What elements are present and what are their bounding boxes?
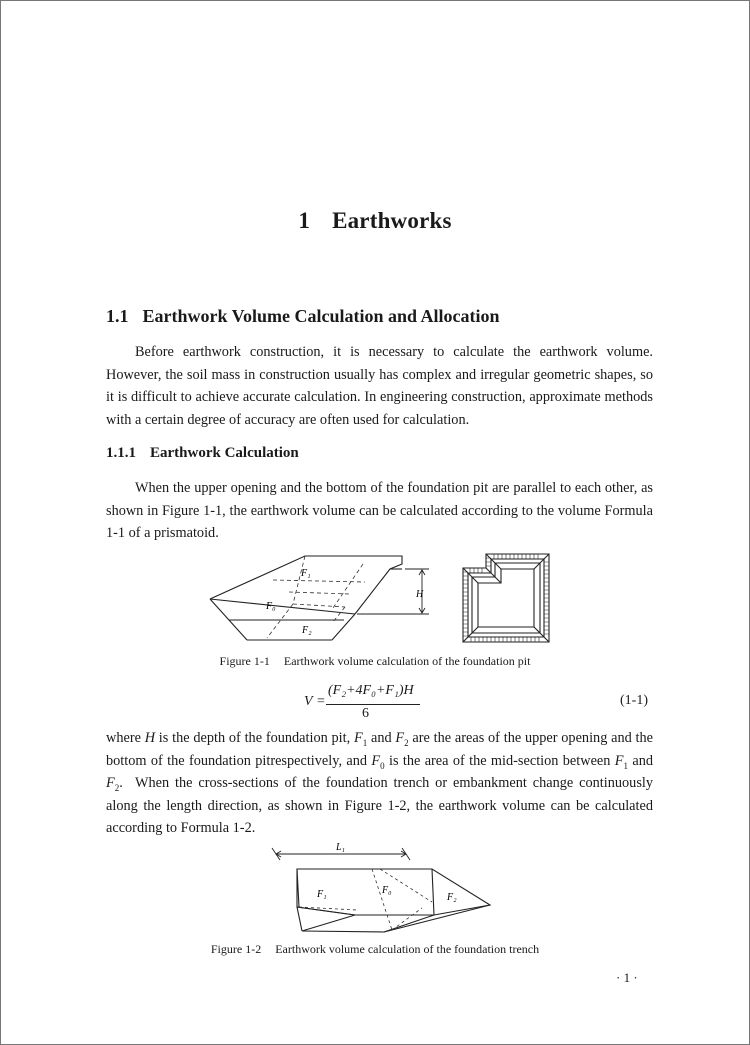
section-number: 1.1 <box>106 306 129 326</box>
figure-1-2-trench <box>262 838 497 934</box>
figure-1-2-label-l1: L₁ <box>336 842 346 853</box>
text-run: . <box>119 775 123 792</box>
formula-1-1 <box>304 683 434 723</box>
chapter-number: 1 <box>298 208 311 233</box>
subsection-title-text: Earthwork Calculation <box>150 445 299 461</box>
var-f1: F <box>614 752 624 769</box>
text-run: is the depth of the foundation pit, <box>155 730 354 746</box>
figure-1-2-caption-number: Figure 1-2 <box>210 942 262 956</box>
paragraph-intro: Before earthwork construction, it is necessary to calculate the earthwork volume. However, the soil mass in construction usually has complex and irregular geometric shapes, so it is difficult to achieve accurate calculation. In engineering construction, approximate methods with a certain degree of accuracy are often used for calculation. <box>106 344 653 428</box>
var-f2: F <box>395 730 405 746</box>
subscript: 0 <box>380 760 385 771</box>
text-run: are the areas of the upper opening and the bottom of the foundation pitrespectively, and <box>106 730 654 769</box>
figure-1-1-caption-number: Figure 1-1 <box>219 654 270 668</box>
formula-equals: = <box>317 694 325 709</box>
text-run: where <box>106 730 145 746</box>
figure-1-1-caption-text: Earthwork volume calculation of the foundation pit <box>283 654 531 668</box>
figure-1-1-label-h: H <box>416 589 424 600</box>
paragraph-trench: When the cross-sections of the foundation trench or embankment change continuously along the length direction, as shown in Figure 1-2, the earthwork volume can be calculated according to Formula 1-2. <box>106 775 653 837</box>
subscript: 1 <box>362 737 368 748</box>
subscript: 2 <box>114 783 120 794</box>
var-f1: F <box>353 730 363 746</box>
text-run: and <box>367 730 396 746</box>
subsection-heading <box>106 445 299 462</box>
text-run: and <box>628 752 653 769</box>
section-title-text: Earthwork Volume Calculation and Allocation <box>142 306 500 326</box>
figure-1-1-label-f0: F₀ <box>266 601 276 612</box>
formula-number: (1-1) <box>620 693 648 708</box>
page-number: · 1 · <box>616 970 638 985</box>
figure-1-1-pit-frustum <box>205 552 435 644</box>
section-heading <box>106 306 500 327</box>
subscript: 1 <box>623 760 628 771</box>
figure-1-2-label-f1: F₁ <box>317 889 327 900</box>
figure-1-1-label-f1: F₁ <box>301 568 311 579</box>
paragraph-prismatoid: When the upper opening and the bottom of the foundation pit are parallel to each other, as shown in Figure 1-1, the earthwork volume can be calculated according to the volume Formula 1-1 of a prismatoid. <box>106 480 653 542</box>
subscript: 2 <box>404 737 409 748</box>
var-h: H <box>144 730 156 746</box>
var-f2: F <box>106 775 115 792</box>
figure-1-2-label-f2: F₂ <box>447 892 457 903</box>
figure-1-2-caption <box>0 942 750 957</box>
figure-1-1-label-f2: F₂ <box>302 625 312 636</box>
chapter-title-text: Earthworks <box>332 208 452 233</box>
formula-lhs: V <box>304 694 313 709</box>
var-f0: F <box>371 752 381 769</box>
subsection-number: 1.1.1 <box>106 445 136 461</box>
formula-denominator: 6 <box>362 706 369 721</box>
figure-1-2-caption-text: Earthwork volume calculation of the foundation trench <box>275 942 540 956</box>
figure-1-1-plan-view <box>458 550 553 645</box>
figure-1-2-label-f0: F₀ <box>382 885 392 896</box>
formula-fraction-bar <box>326 704 420 705</box>
text-run: is the area of the mid-section between <box>384 752 615 769</box>
chapter-title <box>0 208 750 234</box>
figure-1-1-caption <box>0 654 750 669</box>
formula-numerator: (F₂+4F₀+F₁)H <box>328 683 414 698</box>
